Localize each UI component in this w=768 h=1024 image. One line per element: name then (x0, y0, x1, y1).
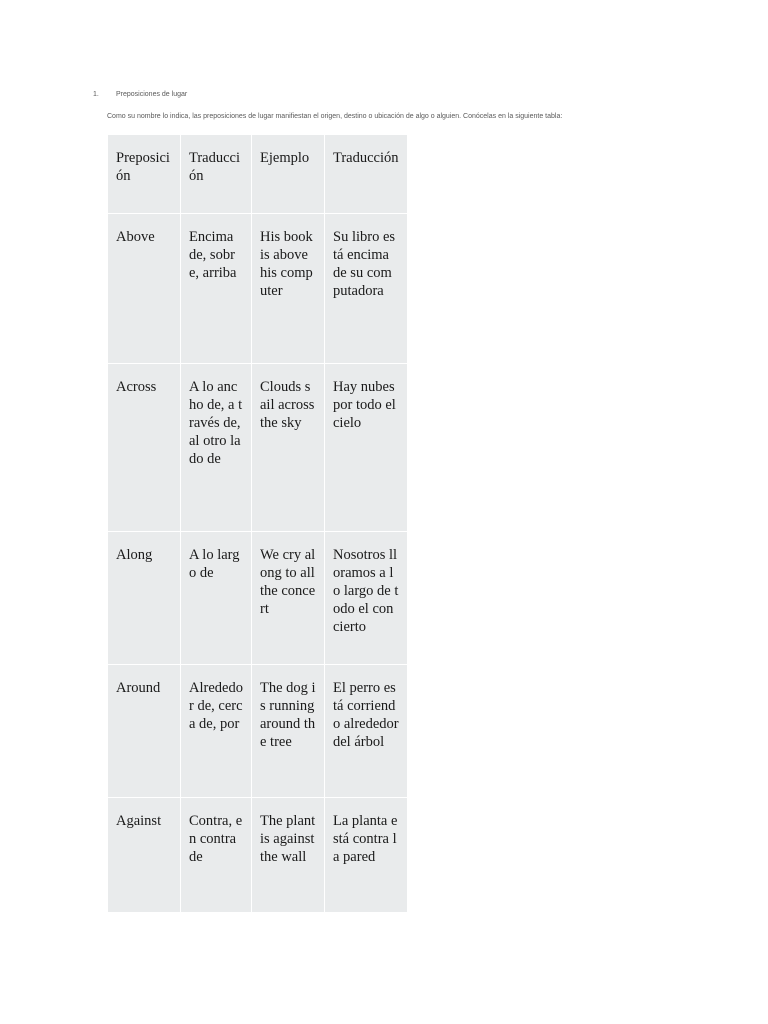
table-cell: Hay nubes por todo el cielo (325, 364, 408, 532)
table-cell: La planta está contra la pared (325, 798, 408, 913)
table-cell: Su libro está encima de su computadora (325, 214, 408, 364)
table-cell: Clouds sail across the sky (252, 364, 325, 532)
table-cell: Around (108, 665, 181, 798)
table-row (108, 798, 408, 913)
table-cell: The dog is running around the tree (252, 665, 325, 798)
table-cell: We cry along to all the concert (252, 532, 325, 665)
table-row (108, 214, 408, 364)
table-cell: A lo largo de (181, 532, 252, 665)
table-cell: His book is above his computer (252, 214, 325, 364)
table-row (108, 665, 408, 798)
table-row (108, 364, 408, 532)
table-cell: A lo ancho de, a través de, al otro lado de (181, 364, 252, 532)
table-cell: Above (108, 214, 181, 364)
header-cell: Traducción (181, 135, 252, 214)
section-title: Preposiciones de lugar (116, 91, 188, 98)
intro-paragraph: Como su nombre lo indica, las preposiciones de lugar manifiestan el origen, destino o ubicación de algo o alguien. Conócelas en la siguiente tabla: (107, 113, 563, 120)
table-cell: Alrededor de, cerca de, por (181, 665, 252, 798)
table-cell: Contra, en contra de (181, 798, 252, 913)
table-cell: The plant is against the wall (252, 798, 325, 913)
header-cell: Preposición (108, 135, 181, 214)
list-item-heading (93, 91, 187, 98)
table-cell: Nosotros lloramos a lo largo de todo el concierto (325, 532, 408, 665)
table-cell: Along (108, 532, 181, 665)
table-header-row (108, 135, 408, 214)
table-cell: El perro está corriendo alrededor del árbol (325, 665, 408, 798)
prepositions-table (107, 134, 408, 913)
list-number: 1. (93, 91, 99, 98)
header-cell: Ejemplo (252, 135, 325, 214)
table-cell: Encima de, sobre, arriba (181, 214, 252, 364)
table-row (108, 532, 408, 665)
table-cell: Across (108, 364, 181, 532)
header-cell: Traducción (325, 135, 408, 214)
table-cell: Against (108, 798, 181, 913)
